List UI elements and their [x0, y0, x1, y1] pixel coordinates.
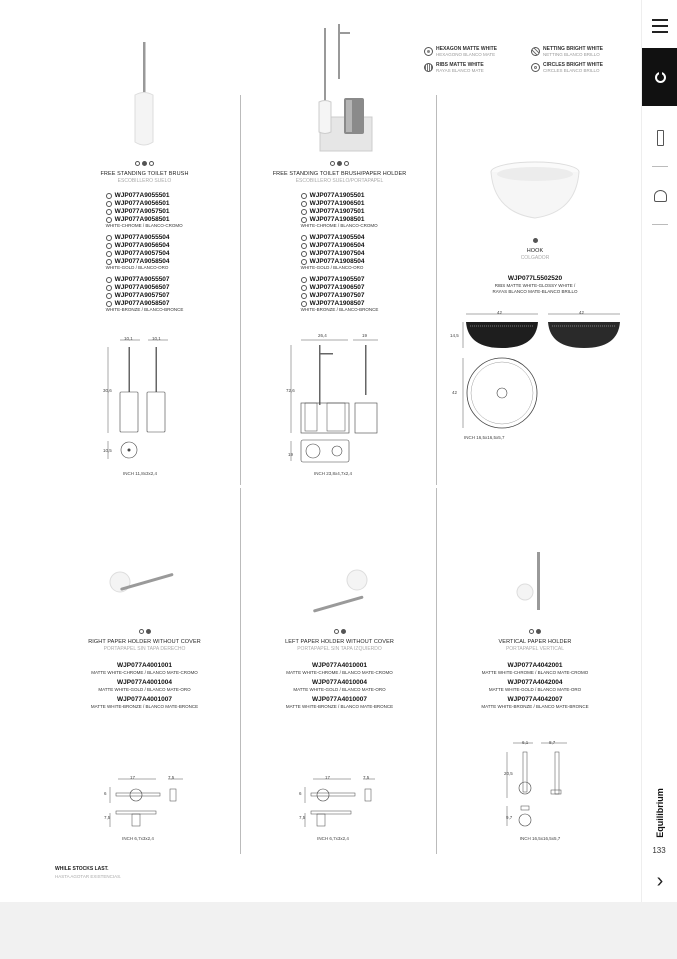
legend-label: HEXAGON MATTE WHITE [436, 46, 498, 52]
dim-width: 17 [325, 775, 331, 780]
product-code-text: WJP077A9055501 [114, 192, 170, 199]
product-code [301, 242, 379, 250]
product-code [106, 284, 184, 292]
product-finish: WHITE-BRONZE / BLANCO-BRONCE [300, 307, 379, 312]
product-code-text: WJP077A9055507 [114, 276, 170, 283]
legend-label: NETTING BRIGHT WHITE [543, 46, 603, 52]
legend-sublabel: RAYAS BLANCO MATE [436, 68, 484, 73]
product-name: LEFT PAPER HOLDER WITHOUT COVER [285, 639, 394, 645]
stock-note [55, 866, 121, 879]
left-paper-holder-drawing [303, 775, 383, 835]
product-finish: RAYAS BLANCO MATE-BLANCO BRILLO [492, 289, 578, 294]
pattern-swatch-icon [301, 209, 307, 215]
product-code: WJP077A4010001 [312, 662, 367, 669]
product-code: WJP077A4010004 [312, 679, 367, 686]
product-code-text: WJP077A9057501 [114, 208, 170, 215]
pattern-swatch-icon [106, 235, 112, 241]
product-code-text: WJP077A9056501 [114, 200, 170, 207]
product-code [301, 250, 379, 258]
product-code-list [72, 662, 217, 710]
pattern-swatch-icon [301, 235, 307, 241]
finish-dots [460, 238, 610, 243]
pattern-swatch-icon [106, 293, 112, 299]
basin-photo [488, 160, 583, 225]
product-basin [460, 238, 610, 298]
product-code-text: WJP077A9058504 [114, 258, 170, 265]
pattern-swatch-icon [106, 251, 112, 257]
dim-height: 20,5 [504, 771, 513, 776]
legend-text [543, 46, 603, 58]
product-code [106, 192, 184, 200]
product-name: VERTICAL PAPER HOLDER [498, 639, 572, 645]
product-code-text: WJP077A9058507 [114, 300, 170, 307]
product-finish: MATTE WHITE-CHROME / BLANCO MATE-CROMO [286, 670, 393, 675]
dim-width: 26,4 [318, 333, 327, 338]
product-code [301, 192, 379, 200]
hexagon-pattern-icon [424, 47, 433, 56]
product-name: FREE STANDING TOILET BRUSH [100, 171, 189, 177]
product-subtitle: ESCOBILLERO SUELO [117, 178, 172, 184]
product-code-text: WJP077A9058501 [114, 216, 170, 223]
finish-legend-left [424, 46, 497, 74]
brush-paper-holder-photo [310, 22, 380, 157]
toilet-brush-nav-button[interactable] [642, 118, 677, 158]
dim-width: 42 [579, 310, 585, 315]
product-code-text: WJP077A1905504 [309, 234, 365, 241]
stock-note-subtext: HASTA AGOTAR EXISTENCIAS. [55, 874, 122, 879]
column-divider [436, 488, 437, 854]
column-divider [240, 488, 241, 854]
product-code: WJP077A4001001 [117, 662, 172, 669]
hamburger-icon [652, 17, 668, 35]
product-code-text: WJP077A1906504 [309, 242, 365, 249]
toilet-brush-photo [120, 40, 170, 155]
basin-drawing [460, 310, 625, 430]
product-finish: WHITE-CHROME / BLANCO-CROMO [300, 223, 378, 228]
product-code-list [301, 192, 379, 318]
product-code-text: WJP077A1907501 [309, 208, 365, 215]
pattern-swatch-icon [106, 277, 112, 283]
product-name: RIGHT PAPER HOLDER WITHOUT COVER [88, 639, 201, 645]
legend-label: RIBS MATTE WHITE [436, 62, 484, 68]
toilet-brush-drawing [100, 335, 180, 460]
product-finish: MATTE WHITE-GOLD / BLANCO MATE-ORO [488, 687, 582, 692]
dim-depth: 7,5 [104, 815, 111, 820]
inch-dimensions: INCH 6,7x3x2,4 [122, 836, 154, 841]
legend-text [436, 46, 497, 58]
basin-nav-button[interactable] [642, 176, 677, 216]
dim-height: 72,6 [286, 388, 295, 393]
product-finish: WHITE-CHROME / BLANCO-CROMO [105, 223, 183, 228]
right-paper-holder-drawing [108, 775, 188, 835]
product-finish: WHITE-BRONZE / BLANCO-BRONCE [105, 307, 184, 312]
product-code-text: WJP077A1906507 [309, 284, 365, 291]
product-finish: MATTE WHITE-GOLD / BLANCO MATE-ORO [293, 687, 386, 692]
product-code: WJP077L5502520 [507, 275, 563, 282]
legend-sublabel: NETTING BLANCO BRILLO [543, 52, 600, 57]
dim-depth: 7,5 [299, 815, 306, 820]
code-group [106, 192, 184, 229]
product-subtitle: ESCOBILLERO SUELO/PORTAPAPEL [295, 178, 384, 184]
column-divider [436, 95, 437, 485]
product-code-text: WJP077A9055504 [114, 234, 170, 241]
product-finish: MATTE WHITE-BRONZE / BLANCO MATE-BRONCE [90, 704, 199, 709]
product-code: WJP077A4042001 [507, 662, 563, 669]
page-number: 133 [652, 846, 666, 855]
vertical-paper-holder-drawing [505, 738, 575, 833]
dim-width: 42 [497, 310, 503, 315]
pattern-swatch-icon [106, 209, 112, 215]
basin-icon [654, 190, 667, 202]
pattern-swatch-icon [301, 193, 307, 199]
inch-dimensions: INCH 23,8x4,7x2,4 [313, 471, 353, 476]
rail-divider [652, 166, 668, 167]
finish-dots [72, 161, 217, 166]
product-toilet-brush [72, 161, 217, 318]
dim-height: 6 [104, 791, 107, 796]
legend-sublabel: CIRCLES BLANCO BRILLO [543, 68, 600, 73]
product-code [106, 292, 184, 300]
product-finish: MATTE WHITE-CHROME / BLANCO MATE-CROMO [91, 670, 198, 675]
netting-pattern-icon [531, 47, 540, 56]
product-code: WJP077A4001004 [117, 679, 172, 686]
product-code-text: WJP077A1908501 [309, 216, 365, 223]
dim-width: 10,1 [124, 336, 133, 341]
dim-width: 7,5 [363, 775, 370, 780]
code-group [301, 234, 379, 271]
finish-dots [72, 629, 217, 634]
brush-paper-holder-drawing [283, 335, 383, 465]
legend-item [424, 62, 497, 74]
product-finish: WHITE-GOLD / BLANCO-ORO [105, 265, 169, 270]
product-code-text: WJP077A9057504 [114, 250, 170, 257]
product-code: WJP077A4042007 [507, 696, 563, 703]
dim-height: 30,6 [103, 388, 112, 393]
pattern-swatch-icon [301, 277, 307, 283]
circles-pattern-icon [531, 63, 540, 72]
product-code [301, 292, 379, 300]
chevron-right-icon: › [656, 869, 664, 892]
product-code-list [106, 192, 184, 318]
power-icon [655, 72, 666, 83]
dim-depth: 42 [452, 390, 458, 395]
product-code-text: WJP077A1908504 [309, 258, 365, 265]
product-code: WJP077A4042004 [507, 679, 563, 686]
dim-width: 8,7 [549, 740, 556, 745]
dim-depth: 10,5 [103, 448, 112, 453]
dim-height: 6 [299, 791, 302, 796]
product-finish: RIBS MATTE WHITE-GLOSSY WHITE / [494, 283, 576, 288]
product-name: FREE STANDING TOILET BRUSH/PAPER HOLDER [272, 171, 407, 177]
product-code-text: WJP077A9056507 [114, 284, 170, 291]
product-subtitle: PORTAPAPEL SIN TAPA IZQUIERDO [297, 646, 382, 652]
pattern-swatch-icon [301, 293, 307, 299]
dim-depth: 9,7 [506, 815, 513, 820]
finish-dots [460, 629, 610, 634]
product-code [106, 208, 184, 216]
finish-dots [262, 629, 417, 634]
legend-text [436, 62, 484, 74]
product-finish: WHITE-GOLD / BLANCO-ORO [300, 265, 364, 270]
product-code-text: WJP077A1907504 [309, 250, 365, 257]
pattern-swatch-icon [106, 201, 112, 207]
product-code-list [460, 662, 610, 710]
legend-item [531, 46, 603, 58]
dim-width: 19 [362, 333, 368, 338]
product-code [301, 208, 379, 216]
dim-width: 10,1 [152, 336, 161, 341]
code-group [301, 276, 379, 313]
legend-text [543, 62, 603, 74]
product-finish: MATTE WHITE-BRONZE / BLANCO MATE-BRONCE [285, 704, 394, 709]
menu-button[interactable] [642, 10, 677, 42]
dim-width: 6,1 [522, 740, 529, 745]
pattern-swatch-icon [301, 201, 307, 207]
product-code [301, 284, 379, 292]
product-name: HOOK [526, 248, 544, 254]
product-code [106, 242, 184, 250]
power-button[interactable] [642, 48, 677, 106]
product-code [301, 200, 379, 208]
next-page-button[interactable] [642, 866, 677, 896]
product-code-text: WJP077A9057507 [114, 292, 170, 299]
pattern-swatch-icon [106, 285, 112, 291]
dim-width: 17 [130, 775, 136, 780]
product-code-text: WJP077A1908507 [309, 300, 365, 307]
product-finish: MATTE WHITE-BRONZE / BLANCO MATE-BRONCE [481, 704, 589, 709]
dim-depth: 19 [288, 452, 294, 457]
product-code [106, 250, 184, 258]
ribs-pattern-icon [424, 63, 433, 72]
dim-width: 7,5 [168, 775, 175, 780]
product-finish: MATTE WHITE-CHROME / BLANCO MATE-CROMO [481, 670, 589, 675]
product-code-list [262, 662, 417, 710]
pattern-swatch-icon [301, 285, 307, 291]
legend-label: CIRCLES BRIGHT WHITE [543, 62, 603, 68]
dim-height: 14,5 [450, 333, 459, 338]
code-group [106, 276, 184, 313]
pattern-swatch-icon [301, 251, 307, 257]
right-rail [641, 0, 677, 902]
legend-item [531, 62, 603, 74]
column-divider [240, 95, 241, 485]
code-group [301, 192, 379, 229]
legend-sublabel: HEXAGONO BLANCO MATE [436, 52, 496, 57]
finish-dots [252, 161, 427, 166]
product-code [106, 234, 184, 242]
product-brush-paper-holder [252, 161, 427, 318]
product-code: WJP077A4001007 [117, 696, 172, 703]
product-code-text: WJP077A1905501 [309, 192, 365, 199]
viewer-footer-band [0, 902, 677, 959]
product-subtitle: COLGADOR [520, 255, 550, 261]
right-paper-holder-photo [108, 562, 178, 602]
product-left-paper-holder [262, 629, 417, 713]
pattern-swatch-icon [106, 193, 112, 199]
legend-item [424, 46, 497, 58]
stock-note-text: WHILE STOCKS LAST. [55, 866, 109, 872]
inch-dimensions: INCH 16,5x16,5x5,7 [464, 435, 505, 440]
product-subtitle: PORTAPAPEL VERTICAL [505, 646, 565, 652]
product-code [106, 276, 184, 284]
toilet-brush-icon [657, 130, 664, 146]
product-code: WJP077A4010007 [312, 696, 367, 703]
pattern-swatch-icon [106, 243, 112, 249]
inch-dimensions: INCH 11,8x3x2,4 [123, 471, 157, 476]
inch-dimensions: INCH 6,7x3x2,4 [317, 836, 349, 841]
product-code [301, 234, 379, 242]
product-finish: MATTE WHITE-GOLD / BLANCO MATE-ORO [98, 687, 191, 692]
product-right-paper-holder [72, 629, 217, 713]
code-group [106, 234, 184, 271]
product-code-text: WJP077A1907507 [309, 292, 365, 299]
product-subtitle: PORTAPAPEL SIN TAPA DERECHO [103, 646, 186, 652]
left-paper-holder-photo [305, 562, 375, 602]
vertical-paper-holder-photo [515, 550, 555, 615]
brand-text: Equilibrium [655, 788, 665, 838]
product-code [106, 200, 184, 208]
product-vertical-paper-holder [460, 629, 610, 713]
product-code-text: WJP077A9056504 [114, 242, 170, 249]
pattern-swatch-icon [301, 243, 307, 249]
product-code [301, 276, 379, 284]
product-code-text: WJP077A1906501 [309, 200, 365, 207]
brand-label [653, 790, 667, 840]
rail-divider [652, 224, 668, 225]
inch-dimensions: INCH 16,5x16,5x5,7 [519, 836, 561, 841]
product-code-text: WJP077A1905507 [309, 276, 365, 283]
finish-legend-right [531, 46, 603, 74]
